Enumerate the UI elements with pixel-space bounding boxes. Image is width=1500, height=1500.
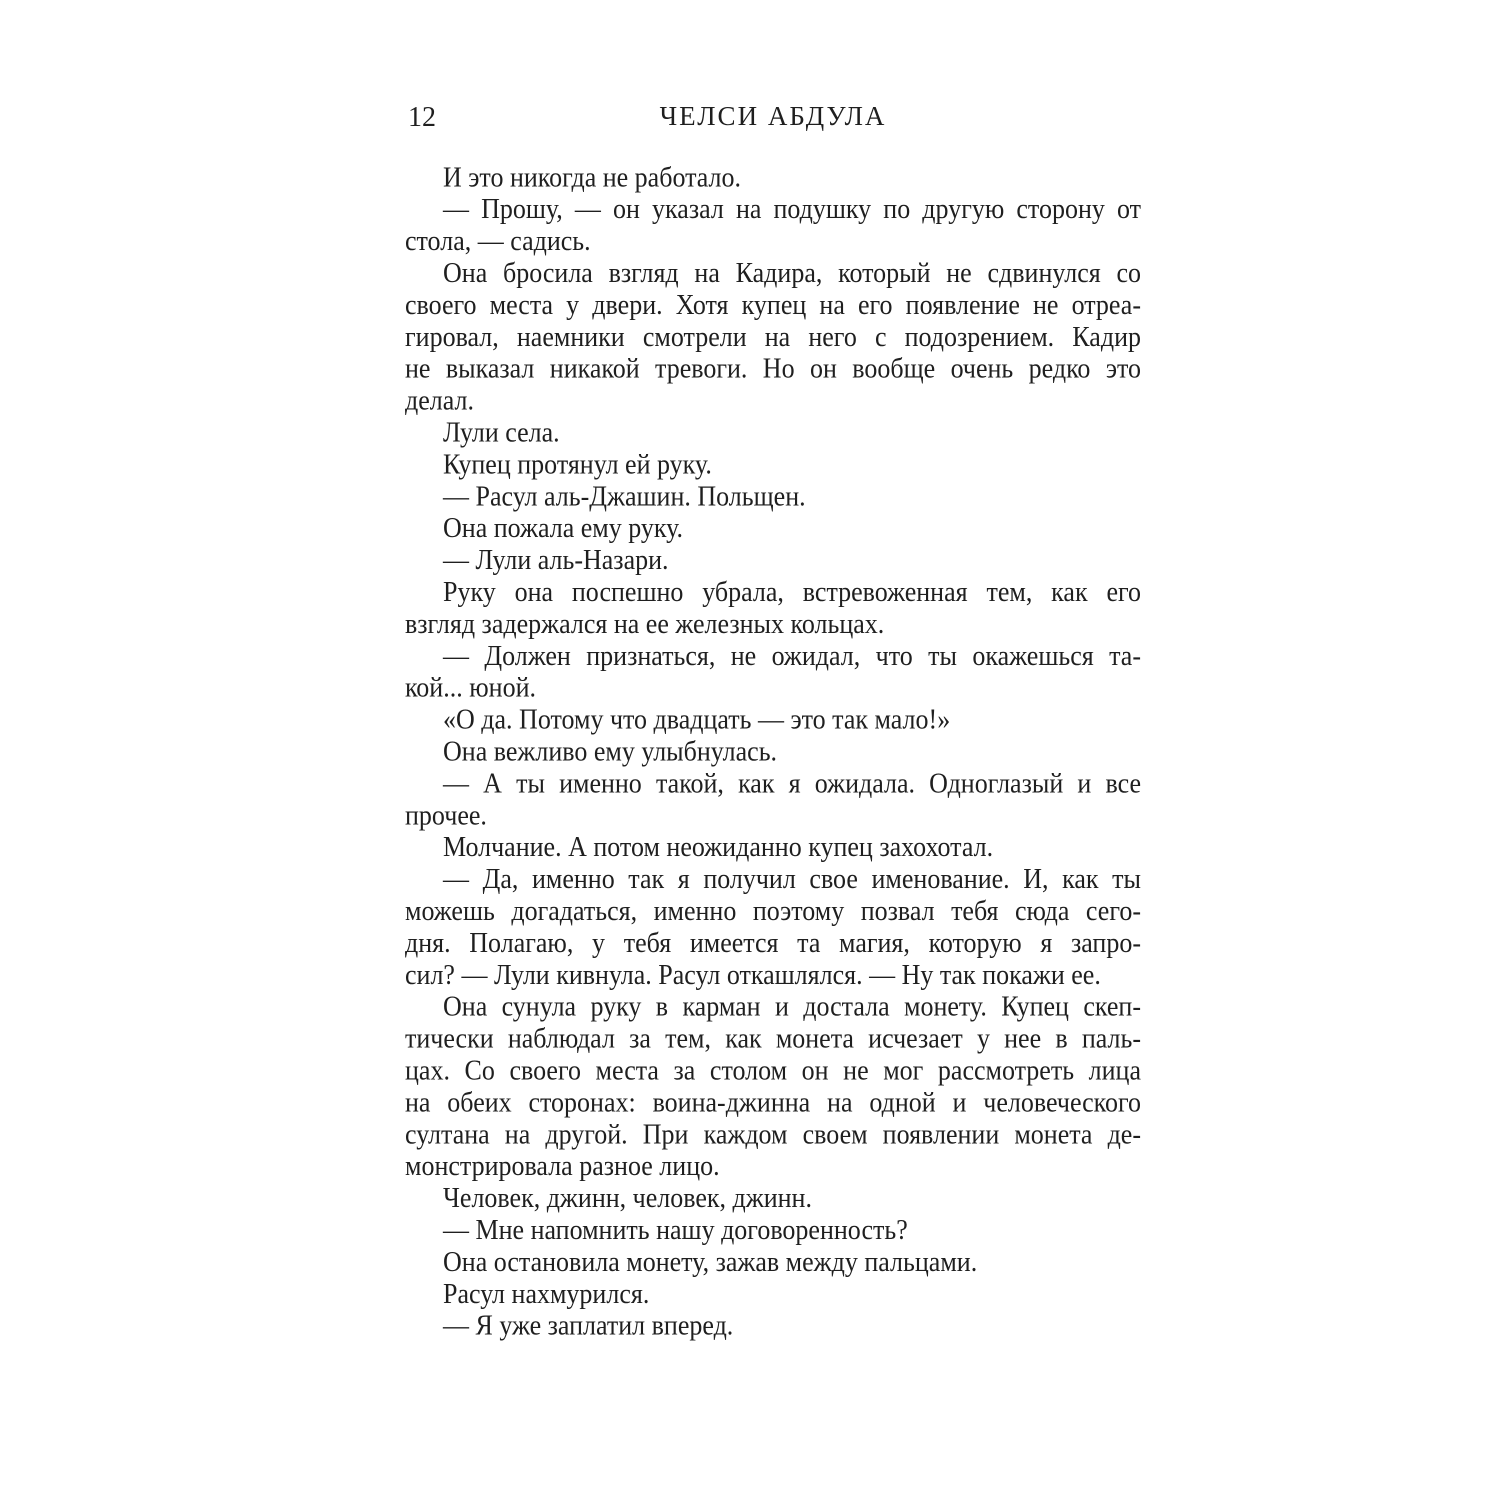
paragraph: [405, 703, 1141, 735]
text-line: Она сунула руку в карман и достала монету. Купец скеп-: [443, 990, 1141, 1023]
paragraph: [405, 512, 1141, 544]
text-line: — Прошу, — он указал на подушку по другую сторону от: [443, 192, 1141, 225]
paragraph: [405, 767, 1141, 831]
text-line: Купец протянул ей руку.: [443, 448, 712, 480]
paragraph: [405, 735, 1141, 767]
text-line: гировал, наемники смотрели на него с подозрением. Кадир: [405, 320, 1141, 353]
text-line: можешь догадаться, именно поэтому позвал тебя сюда сего-: [405, 894, 1141, 927]
text-line: Лули села.: [443, 416, 560, 449]
paragraph: [405, 1309, 1141, 1341]
paragraph: [405, 193, 1141, 257]
text-line: — Лули аль-Назари.: [443, 543, 669, 576]
text-line: кой... юной.: [405, 671, 536, 704]
running-head: ЧЕЛСИ АБДУЛА: [659, 101, 887, 131]
text-line: Руку она поспешно убрала, встревоженная тем, как его: [443, 575, 1141, 608]
text-line: Она остановила монету, зажав между пальцами.: [443, 1245, 978, 1278]
text-line: своего места у двери. Хотя купец на его появление не отреа-: [405, 288, 1141, 321]
text-line: дня. Полагаю, у тебя имеется та магия, которую я запро-: [405, 926, 1141, 959]
text-line: стола, — садись.: [405, 224, 591, 257]
text-line: Молчание. А потом неожиданно купец захохотал.: [443, 830, 994, 863]
paragraph: [405, 1214, 1141, 1246]
text-line: Она пожала ему руку.: [443, 511, 684, 544]
text-line: Она вежливо ему улыбнулась.: [443, 735, 778, 768]
paragraph: [405, 863, 1141, 991]
paragraph: [405, 448, 1141, 480]
text-line: султана на другой. При каждом своем появлении монета де-: [405, 1118, 1141, 1150]
paragraph: [405, 416, 1141, 448]
paragraph: [405, 1182, 1141, 1214]
paragraph: [405, 544, 1141, 576]
page-number: 12: [408, 102, 436, 133]
text-line: — Должен признаться, не ожидал, что ты окажешься та-: [443, 639, 1141, 672]
text-line: — Да, именно так я получил свое именование. И, как ты: [443, 862, 1141, 895]
text-line: взгляд задержался на ее железных кольцах.: [405, 607, 885, 640]
text-line: на обеих сторонах: воина-джинна на одной и человеческого: [405, 1086, 1141, 1118]
text-line: Человек, джинн, человек, джинн.: [443, 1181, 812, 1214]
text-line: И это никогда не работало.: [443, 161, 742, 193]
text-line: тически наблюдал за тем, как монета исчезает у нее в паль-: [405, 1022, 1141, 1055]
paragraph: [405, 1246, 1141, 1278]
paragraph: [405, 640, 1141, 704]
text-line: — Мне напомнить нашу договоренность?: [443, 1213, 908, 1246]
text-line: Она бросила взгляд на Кадира, который не сдвинулся со: [443, 256, 1141, 289]
text-line: монстрировала разное лицо.: [405, 1149, 720, 1182]
text-line: прочее.: [405, 799, 487, 831]
text-line: сил? — Лули кивнула. Расул откашлялся. — Ну так покажи ее.: [405, 958, 1101, 991]
text-line: не выказал никакой тревоги. Но он вообще очень редко это: [405, 352, 1141, 385]
text-line: «О да. Потому что двадцать — это так мало!»: [443, 703, 951, 736]
paragraph: [405, 257, 1141, 417]
text-line: — Расул аль-Джашин. Польщен.: [443, 480, 806, 512]
paragraph: [405, 1278, 1141, 1310]
text-line: Расул нахмурился.: [443, 1277, 650, 1310]
text-line: — А ты именно такой, как я ожидала. Одноглазый и все: [443, 767, 1141, 799]
paragraph: [405, 480, 1141, 512]
page-header: [405, 101, 1141, 135]
text-block: [405, 161, 1141, 1341]
paragraph: [405, 831, 1141, 863]
text-line: — Я уже заплатил вперед.: [443, 1309, 734, 1342]
paragraph: [405, 576, 1141, 640]
text-line: делал.: [405, 384, 474, 417]
paragraph: [405, 990, 1141, 1181]
text-line: цах. Со своего места за столом он не мог рассмотреть лица: [405, 1054, 1141, 1087]
paragraph: [405, 161, 1141, 193]
